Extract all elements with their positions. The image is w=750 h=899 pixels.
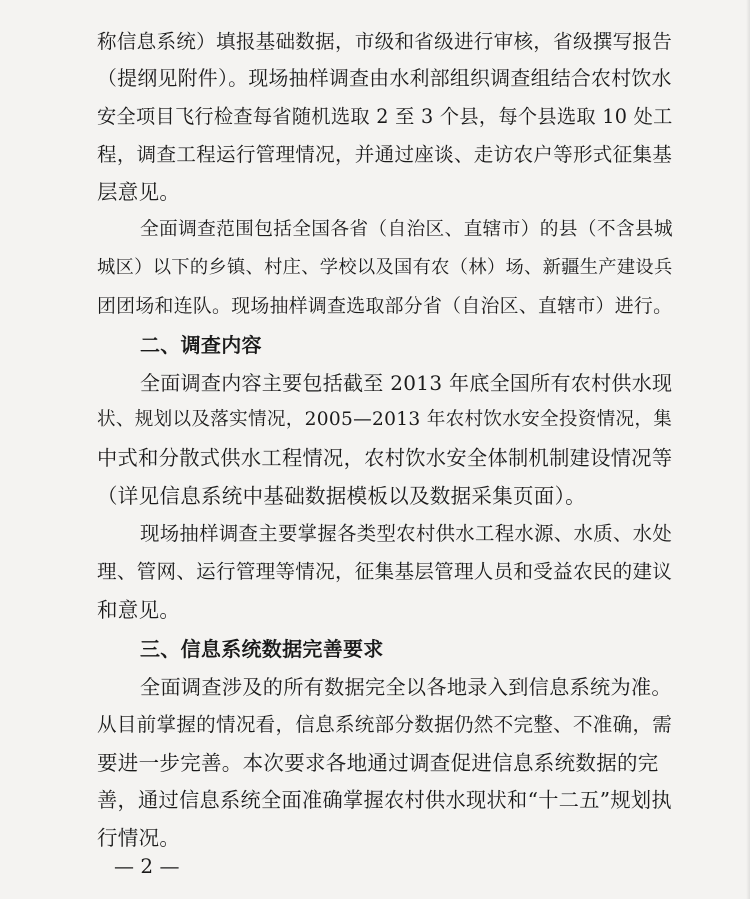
text-line: 状、规划以及落实情况，2005—2013 年农村饮水安全投资情况，集 bbox=[97, 409, 673, 430]
text-line: 善，通过信息系统全面准确掌握农村供水现状和“十二五”规划执 bbox=[97, 788, 672, 812]
text-line: （详见信息系统中基础数据模板以及数据采集页面）。 bbox=[97, 484, 586, 508]
paragraph-start-line: 全面调查范围包括全国各省（自治区、直辖市）的县（不含县城 bbox=[140, 219, 673, 240]
text-line: 中式和分散式供水工程情况，农村饮水安全体制机制建设情况等 bbox=[97, 446, 673, 470]
text-line: 理、管网、运行管理等情况，征集基层管理人员和受益农民的建议 bbox=[97, 560, 673, 583]
section-heading: 二、调查内容 bbox=[140, 333, 262, 357]
text-line: 团团场和连队。现场抽样调查选取部分省（自治区、直辖市）进行。 bbox=[97, 295, 673, 317]
text-line: 程，调查工程运行管理情况，并通过座谈、走访农户等形式征集基 bbox=[97, 143, 673, 166]
text-line: 称信息系统）填报基础数据，市级和省级进行审核，省级撰写报告 bbox=[97, 30, 673, 53]
text-line: 和意见。 bbox=[97, 598, 181, 622]
paragraph-start-line: 全面调查内容主要包括截至 2013 年底全国所有农村供水现 bbox=[140, 371, 673, 395]
paragraph-start-line: 全面调查涉及的所有数据完全以各地录入到信息系统为准。 bbox=[140, 675, 672, 699]
section-heading: 三、信息系统数据完善要求 bbox=[140, 637, 384, 661]
text-line: （提纲见附件）。现场抽样调查由水利部组织调查组结合农村饮水 bbox=[97, 67, 672, 90]
text-line: 层意见。 bbox=[97, 180, 181, 204]
page-number: — 2 — bbox=[114, 854, 180, 878]
text-line: 行情况。 bbox=[97, 826, 181, 850]
text-line: 城区）以下的乡镇、村庄、学校以及国有农（林）场、新疆生产建设兵 bbox=[97, 257, 673, 278]
text-line: 从目前掌握的情况看，信息系统部分数据仍然不完整、不准确，需 bbox=[97, 713, 673, 736]
text-line: 要进一步完善。本次要求各地通过调查促进信息系统数据的完 bbox=[97, 751, 659, 775]
scan-edge-shadow bbox=[746, 0, 750, 899]
text-line: 安全项目飞行检查每省随机选取 2 至 3 个县，每个县选取 10 处工 bbox=[97, 105, 673, 128]
paragraph-start-line: 现场抽样调查主要掌握各类型农村供水工程水源、水质、水处 bbox=[140, 522, 673, 545]
